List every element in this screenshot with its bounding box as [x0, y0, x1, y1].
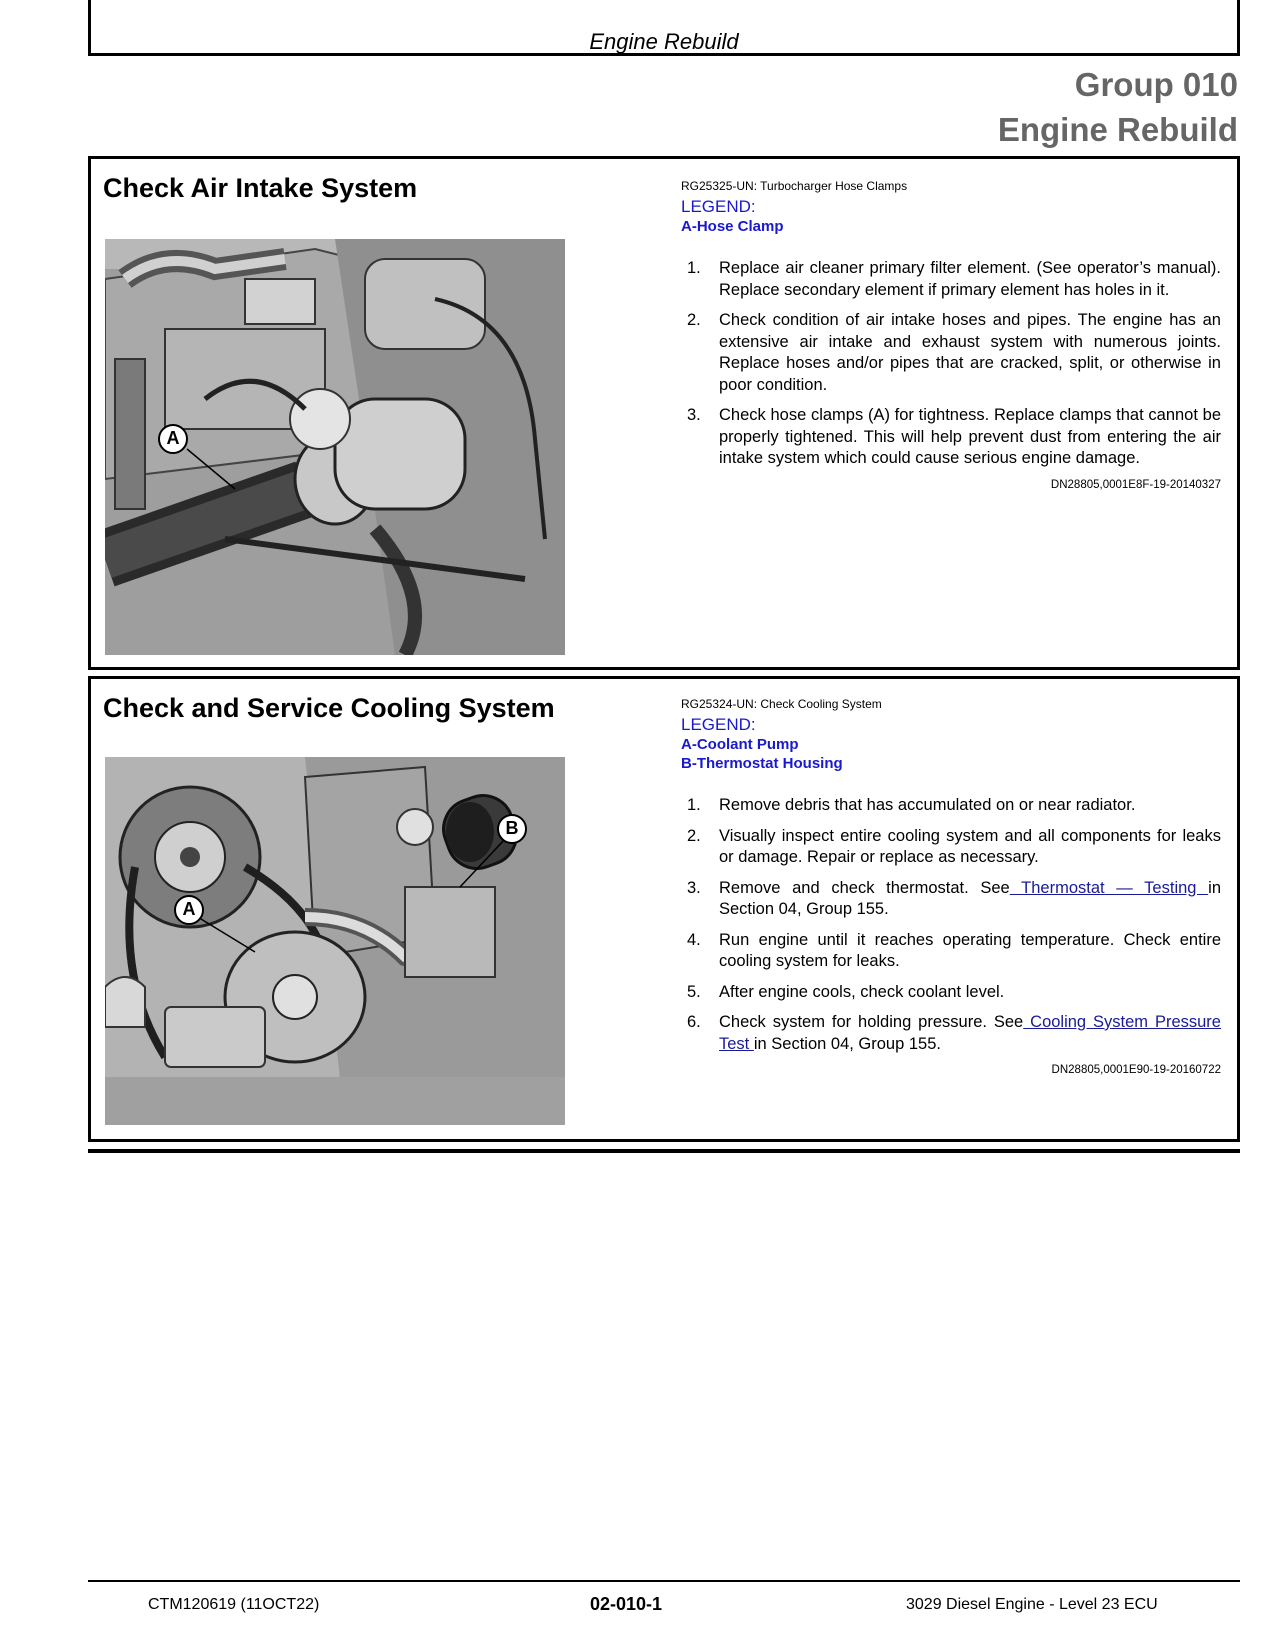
step-number: 5.	[687, 982, 701, 1001]
group-title: Engine Rebuild	[997, 111, 1238, 148]
legend-title: LEGEND:	[681, 715, 756, 734]
document-id: DN28805,0001E8F-19-20140327	[1050, 478, 1221, 491]
legend-item: B-Thermostat Housing	[681, 755, 843, 772]
step-number: 2.	[687, 311, 701, 329]
step-text: Check system for holding pressure. See	[719, 1013, 1024, 1031]
cooling-system-figure	[105, 757, 565, 1125]
step-item	[681, 878, 1221, 921]
running-header-title: Engine Rebuild	[589, 29, 739, 54]
section-text-column	[681, 697, 1221, 1076]
section-title: Check Air Intake System	[103, 173, 418, 203]
step-item	[681, 1012, 1221, 1055]
step-item	[681, 405, 1221, 470]
cooling-system-pressure-test-link[interactable]: Cooling System Pressure Test	[719, 1013, 1221, 1053]
step-number: 4.	[687, 930, 701, 949]
step-number: 1.	[687, 796, 701, 814]
step-number: 3.	[687, 406, 701, 424]
legend-title: LEGEND:	[681, 197, 756, 216]
step-text: in Section 04, Group 155.	[753, 1034, 941, 1053]
callout-b-label: B	[505, 818, 519, 838]
step-text: Check hose clamps (A) for tightness. Replace clamps that cannot be properly tightened. This will help prevent dust from entering the air intake system which could cause serious engine damage.	[719, 406, 1221, 467]
footer-rule	[88, 1580, 1240, 1582]
step-item	[681, 310, 1221, 396]
legend-item: A-Hose Clamp	[681, 218, 784, 235]
step-text: Run engine until it reaches operating temperature. Check entire cooling system for leaks.	[719, 930, 1221, 970]
figure-caption: RG25324-UN: Check Cooling System	[681, 697, 882, 711]
step-text: Remove and check thermostat. See	[719, 878, 1010, 897]
step-item	[681, 982, 1221, 1004]
content-end-rule	[88, 1149, 1240, 1153]
step-number: 3.	[687, 878, 701, 897]
step-text: Remove debris that has accumulated on or near radiator.	[719, 796, 1136, 814]
section-cooling-system	[88, 676, 1240, 1142]
step-number: 2.	[687, 826, 701, 845]
step-text: Visually inspect entire cooling system and all components for leaks or damage. Repair or replace as necessary.	[719, 826, 1221, 866]
legend-item: A-Coolant Pump	[681, 736, 799, 753]
step-item	[681, 258, 1221, 301]
section-title: Check and Service Cooling System	[103, 693, 555, 723]
figure-caption: RG25325-UN: Turbocharger Hose Clamps	[681, 179, 908, 193]
step-text: Replace air cleaner primary filter element. (See operator’s manual). Replace secondary element if primary element has holes in it.	[719, 259, 1221, 299]
callout-a-label: A	[182, 899, 196, 919]
turbocharger-hose-clamps-figure	[105, 239, 565, 655]
footer-page-number: 02-010-1	[590, 1594, 663, 1614]
running-header-box	[88, 0, 1240, 56]
group-number: Group 010	[1074, 66, 1238, 103]
step-number: 1.	[687, 259, 701, 277]
step-number: 6.	[687, 1013, 701, 1031]
step-item	[681, 795, 1221, 817]
procedure-steps	[681, 795, 1221, 1055]
step-item	[681, 930, 1221, 973]
step-item	[681, 826, 1221, 869]
footer-doc-number: CTM120619 (11OCT22)	[148, 1596, 320, 1613]
document-id: DN28805,0001E90-19-20160722	[1051, 1064, 1221, 1076]
footer-manual-title: 3029 Diesel Engine - Level 23 ECU	[906, 1596, 1158, 1613]
procedure-steps	[681, 258, 1221, 470]
step-text: After engine cools, check coolant level.	[719, 982, 1005, 1001]
callout-a-label: A	[166, 428, 180, 448]
section-text-column	[681, 179, 1221, 491]
step-text: Check condition of air intake hoses and pipes. The engine has an extensive air intake and exhaust system with numerous joints. Replace hoses and/or pipes that are cracked, split, or otherwise in poor condition.	[719, 311, 1221, 394]
section-air-intake	[88, 156, 1240, 670]
thermostat-testing-link[interactable]: Thermostat — Testing	[1009, 878, 1209, 897]
step-text: in Section 04, Group 155.	[719, 878, 1221, 918]
